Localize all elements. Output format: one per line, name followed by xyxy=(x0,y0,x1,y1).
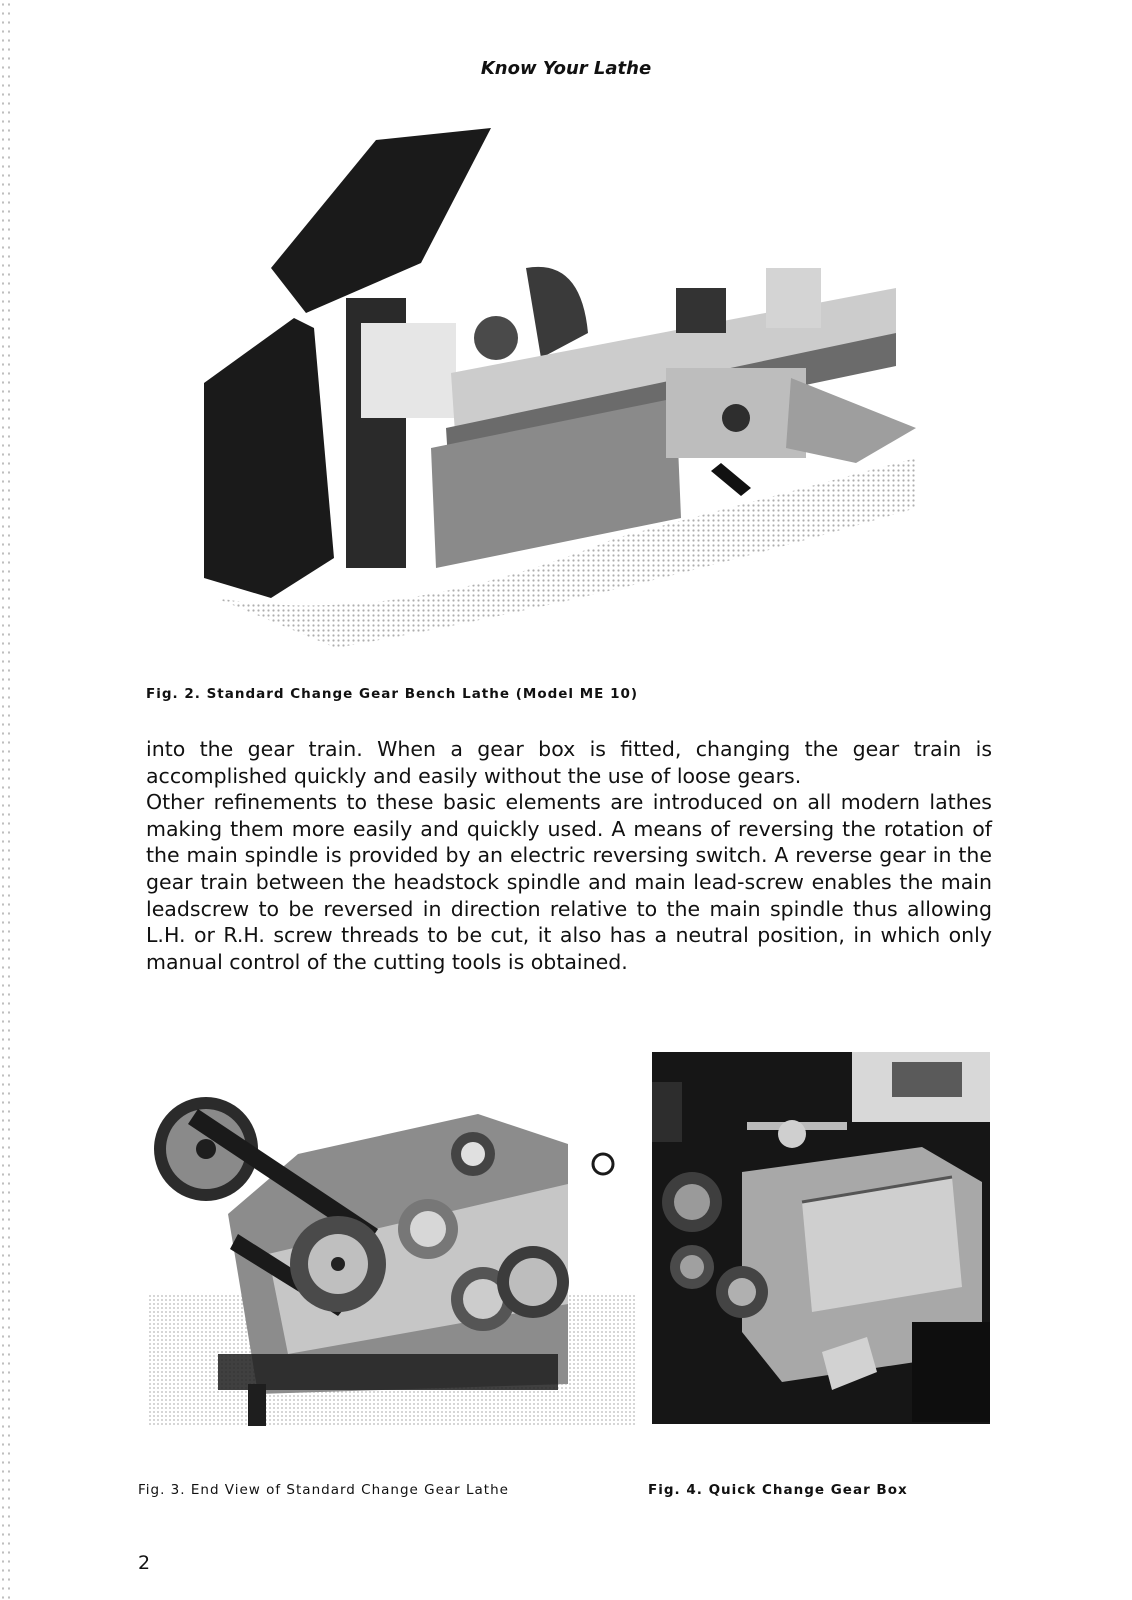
scan-edge-noise xyxy=(0,0,14,1600)
body-paragraph: into the gear train. When a gear box is fitted, changing the gear train is accomplished quickly and easily without the use of loose gears. xyxy=(146,737,992,788)
figure-2-photo xyxy=(196,128,936,656)
figure-4-photo xyxy=(652,1052,990,1424)
figure-3-caption: Fig. 3. End View of Standard Change Gear Lathe xyxy=(138,1482,509,1498)
body-text xyxy=(146,736,992,975)
figure-4-caption: Fig. 4. Quick Change Gear Box xyxy=(648,1482,908,1498)
page-number: 2 xyxy=(138,1552,151,1574)
figure-2-caption: Fig. 2. Standard Change Gear Bench Lathe (Model ME 10) xyxy=(146,686,639,702)
figure-3-photo xyxy=(148,1054,636,1426)
body-paragraph: Other refinements to these basic elements are introduced on all modern lathes making them more easily and quickly used. A means of reversing the rotation of the main spindle is provided by an electric reversing switch. A reverse gear in the gear train between the headstock spindle and main lead-screw enables the main leadscrew to be reversed in direction relative to the main spindle thus allowing L.H. or R.H. screw threads to be cut, it also has a neutral position, in which only manual control of the cutting tools is obtained. xyxy=(146,790,992,974)
running-head: Know Your Lathe xyxy=(480,58,652,79)
